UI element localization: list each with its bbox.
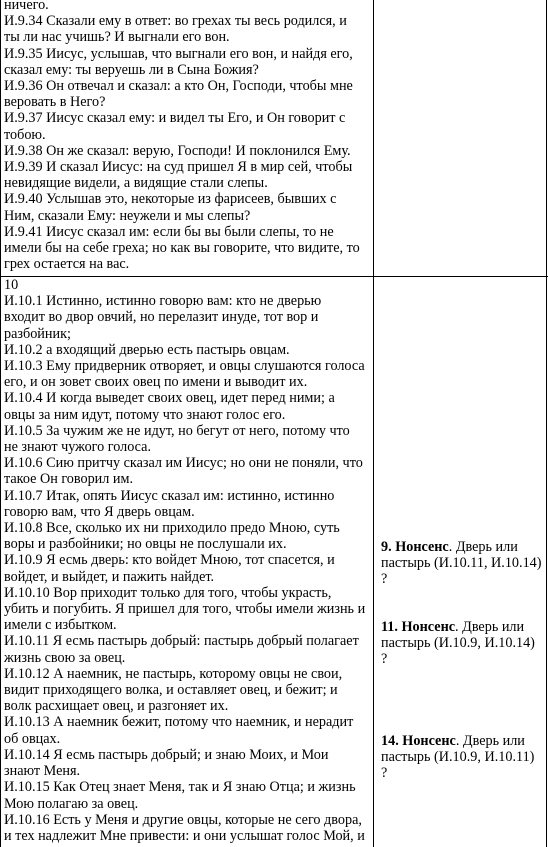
chapter-10-line: и тех надлежит Мне привести: и они услышат голос Мой, и bbox=[4, 827, 365, 844]
chapter-9-line: И.9.35 Иисус, услышав, что выгнали его вон, и найдя его, bbox=[4, 45, 353, 62]
note-9 bbox=[381, 539, 543, 588]
note-11-line-1: . Дверь или bbox=[455, 619, 525, 635]
note-14-bold: 14. Нонсенс bbox=[381, 733, 456, 749]
note-14 bbox=[381, 733, 543, 782]
chapter-10-line: об овцах. bbox=[4, 730, 61, 747]
note-9-line-1: . Дверь или bbox=[448, 539, 518, 555]
chapter-10-line: И.10.13 А наемник бежит, потому что наемник, и нерадит bbox=[4, 714, 354, 731]
chapter-9-line: И.9.38 Он же сказал: верую, Господи! И поклонился Ему. bbox=[4, 142, 351, 159]
note-9-line-2: пастырь (И.10.11, И.10.14) bbox=[381, 555, 542, 572]
chapter-10-line: И.10.3 Ему придверник отворяет, и овцы слушаются голоса bbox=[4, 358, 365, 375]
table-border-left bbox=[0, 0, 1, 847]
note-9-bold: 9. Нонсенс bbox=[381, 539, 449, 555]
chapter-9-line: сказал ему: ты веруешь ли в Сына Божия? bbox=[4, 61, 259, 78]
chapter-10-line: И.10.16 Есть у Меня и другие овцы, которые не сего двора, bbox=[4, 811, 362, 828]
chapter-10-line: И.10.5 За чужим же не идут, но бегут от него, потому что bbox=[4, 422, 350, 439]
chapter-9-line: тобою. bbox=[4, 126, 46, 143]
note-11-line-2: пастырь (И.10.9, И.10.14) bbox=[381, 635, 535, 652]
chapter-10-line: воры и разбойники; но овцы не послушали их. bbox=[4, 536, 287, 553]
note-14-line-3: ? bbox=[381, 765, 388, 782]
chapter-10-line: не знают чужого голоса. bbox=[4, 439, 151, 456]
chapter-10-line: И.10.14 Я есмь пастырь добрый; и знаю Моих, и Мои bbox=[4, 746, 329, 763]
chapter-9-line: И.9.34 Сказали ему в ответ: во грехах ты весь родился, и bbox=[4, 13, 347, 30]
chapter-10-line: И.10.15 Как Отец знает Меня, так и Я знаю Отца; и жизнь bbox=[4, 779, 356, 796]
chapter-10-line: И.10.12 А наемник, не пастырь, которому овцы не свои, bbox=[4, 665, 343, 682]
chapter-10-line: знают Меня. bbox=[4, 763, 81, 780]
chapter-10-line: И.10.6 Сию притчу сказал им Иисус; но они не поняли, что bbox=[4, 455, 363, 472]
chapter-9-line: И.9.39 И сказал Иисус: на суд пришел Я в мир сей, чтобы bbox=[4, 159, 353, 176]
chapter-10-line: И.10.2 а входящий дверью есть пастырь овцам. bbox=[4, 341, 290, 358]
table-column-divider bbox=[373, 0, 374, 847]
chapter-10-line: И.10.8 Все, сколько их ни приходило предо Мною, суть bbox=[4, 520, 340, 537]
chapter-9-line: грех остается на вас. bbox=[4, 256, 130, 273]
chapter-10-line: И.10.7 Итак, опять Иисус сказал им: истинно, истинно bbox=[4, 487, 335, 504]
chapter-10-line: разбойник; bbox=[4, 325, 71, 342]
chapter-10-line: убить и погубить. Я пришел для того, чтобы имели жизнь и bbox=[4, 601, 366, 618]
note-11-line-3: ? bbox=[381, 651, 388, 668]
chapter-10-line: Мою полагаю за овец. bbox=[4, 795, 139, 812]
chapter-9-line: И.9.40 Услышав это, некоторые из фарисеев, бывших с bbox=[4, 191, 337, 208]
chapter-9-line: И.9.36 Он отвечал и сказал: а кто Он, Господи, чтобы мне bbox=[4, 78, 353, 95]
chapter-10-line: такое Он говорил им. bbox=[4, 471, 134, 488]
chapter-9-line: невидящие видели, а видящие стали слепы. bbox=[4, 175, 268, 192]
chapter-10-line: жизнь свою за овец. bbox=[4, 649, 126, 666]
chapter-9-line: ты ли нас учишь? И выгнали его вон. bbox=[4, 29, 230, 46]
chapter-10-text-cell bbox=[4, 277, 370, 844]
chapter-10-line: говорю вам, что Я дверь овцам. bbox=[4, 503, 195, 520]
chapter-10-line: войдет, и выйдет, и пажить найдет. bbox=[4, 568, 215, 585]
chapter-9-line: Ним, сказали Ему: неужели и мы слепы? bbox=[4, 207, 251, 224]
chapter-9-line: веровать в Него? bbox=[4, 94, 106, 111]
table-border-right bbox=[546, 0, 547, 847]
chapter-9-line: ничего. bbox=[4, 0, 49, 13]
chapter-10-line: И.10.1 Истинно, истинно говорю вам: кто не дверью bbox=[4, 293, 322, 310]
chapter-10-line: входит во двор овчий, но перелазит инуде, тот вор и bbox=[4, 309, 319, 326]
note-11 bbox=[381, 619, 543, 668]
chapter-10-line: видит приходящего волка, и оставляет овец, и бежит; и bbox=[4, 682, 338, 699]
chapter-9-text-cell bbox=[4, 0, 370, 272]
chapter-10-line: 10 bbox=[4, 277, 19, 293]
chapter-10-line: И.10.10 Вор приходит только для того, чтобы украсть, bbox=[4, 584, 332, 601]
note-14-line-1: . Дверь или bbox=[455, 733, 525, 749]
note-14-line-2: пастырь (И.10.9, И.10.11) bbox=[381, 749, 535, 766]
chapter-9-line: И.9.37 Иисус сказал ему: и видел ты Его, и Он говорит с bbox=[4, 110, 346, 127]
chapter-9-line: имели бы на себе греха; но как вы говорите, что видите, то bbox=[4, 240, 360, 257]
chapter-10-line: имели с избытком. bbox=[4, 617, 117, 634]
chapter-10-line: И.10.4 И когда выведет своих овец, идет перед ними; а bbox=[4, 390, 335, 407]
chapter-10-line: волк расхищает овец, и разгоняет их. bbox=[4, 698, 229, 715]
note-9-line-3: ? bbox=[381, 571, 388, 588]
chapter-10-line: И.10.11 Я есмь пастырь добрый: пастырь добрый полагает bbox=[4, 633, 359, 650]
chapter-9-line: И.9.41 Иисус сказал им: если бы вы были слепы, то не bbox=[4, 223, 334, 240]
chapter-10-line: овцы за ним идут, потому что знают голос его. bbox=[4, 406, 286, 423]
chapter-10-line: его, и он зовет своих овец по имени и выводит их. bbox=[4, 374, 308, 391]
chapter-10-line: И.10.9 Я есмь дверь: кто войдет Мною, тот спасется, и bbox=[4, 552, 335, 569]
note-11-bold: 11. Нонсенс bbox=[381, 619, 456, 635]
